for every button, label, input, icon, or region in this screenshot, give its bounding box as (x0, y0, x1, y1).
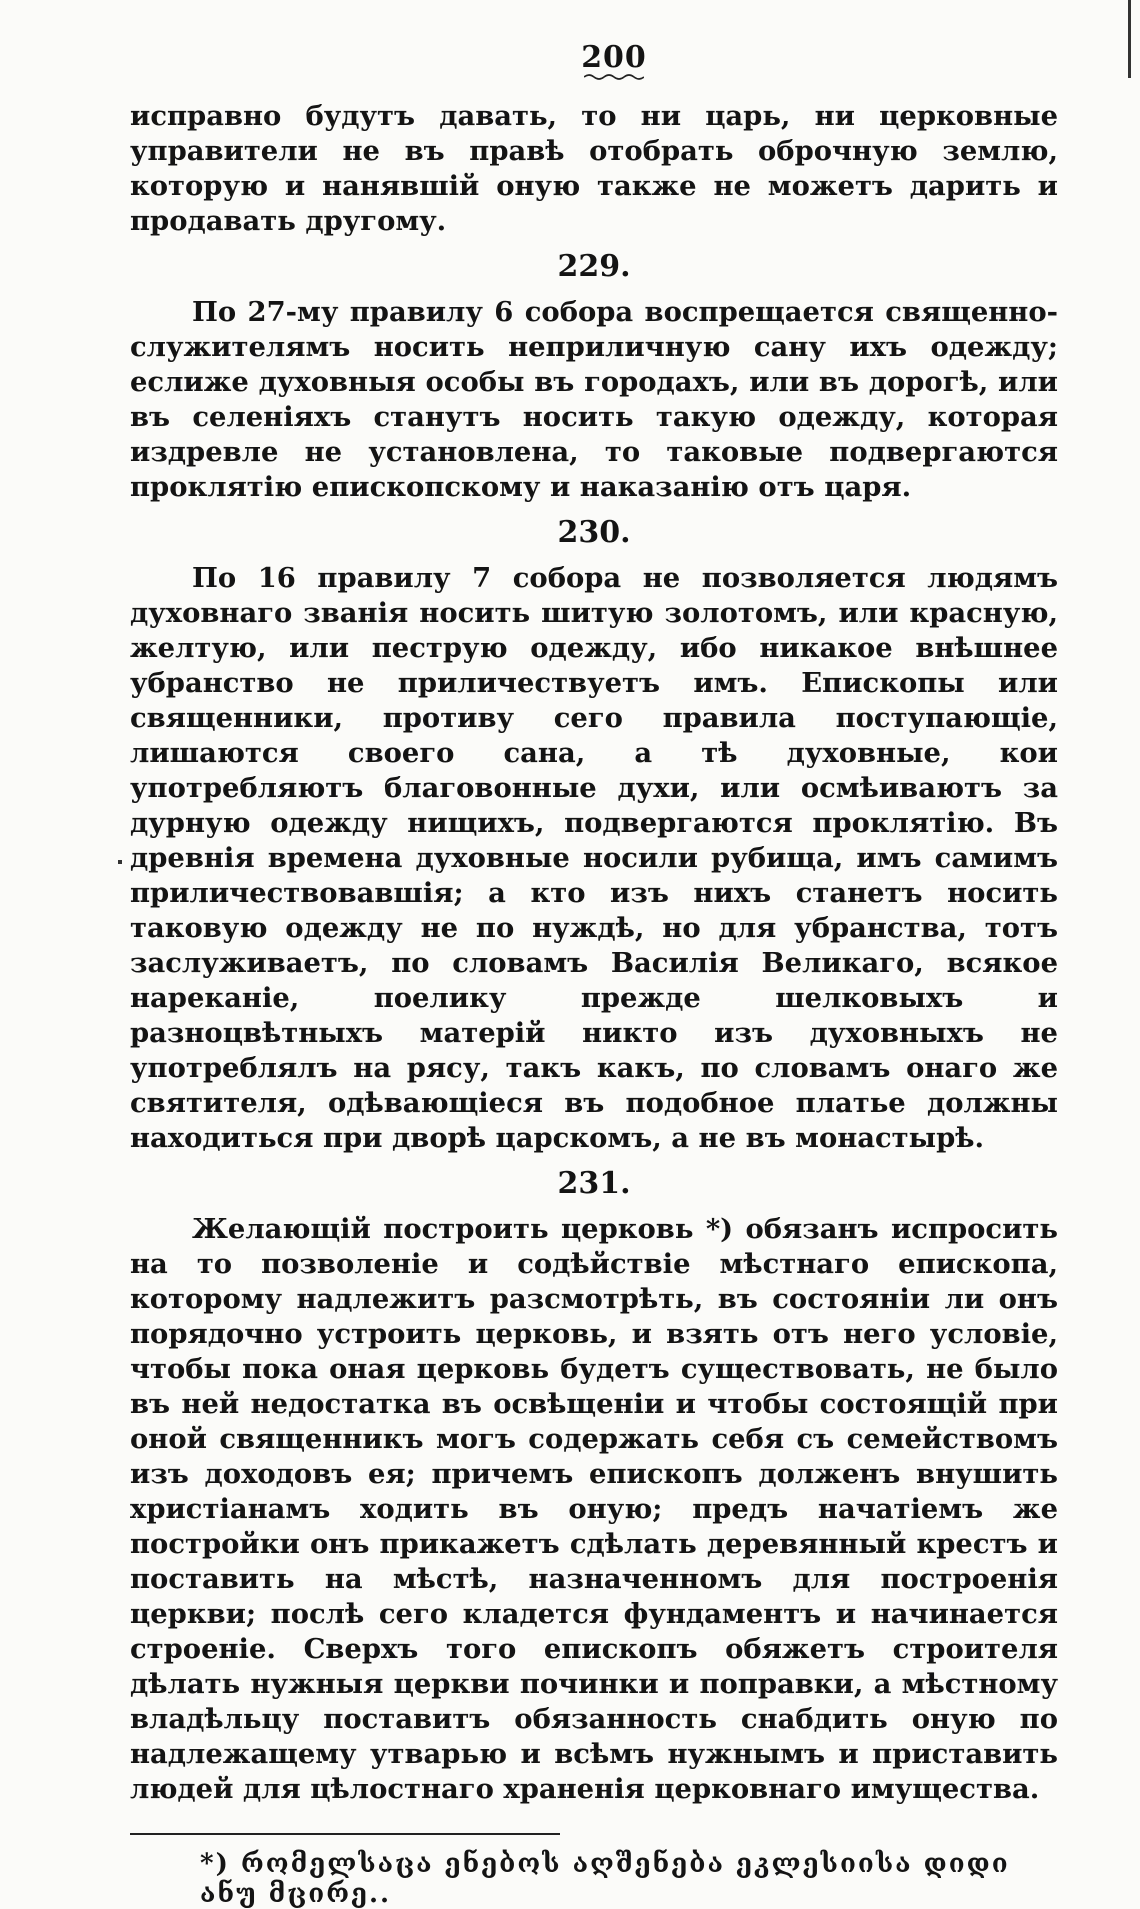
footnote-divider (130, 1833, 560, 1835)
paragraph-231: Желающій построить церковь *) обязанъ испросить на то позволеніе и содѣйствіе мѣстнаго епископа, которому надлежитъ разсмотрѣть, въ состояніи ли онъ порядочно устроить церковь, и взять отъ него условіе, чтобы пока оная церковь будетъ существовать, не было въ ней недостатка въ освѣщеніи и чтобы состоящій при оной священникъ могъ содержать себя съ семействомъ изъ доходовъ ея; причемъ епископъ долженъ внушить христіанамъ ходить въ оную; предъ начатіемъ же постройки онъ прикажетъ сдѣлать деревянный крестъ и поставить на мѣстѣ, назначенномъ для построенія церкви; послѣ сего кладется фундаментъ и начинается строеніе. Сверхъ того епископъ обяжетъ строителя дѣлать нужныя церкви починки и поправки, а мѣстному владѣльцу поставитъ обязанность снабдить оную по надлежащему утварью и всѣмъ нужнымъ и приставить людей для цѣлостнаго храненія церковнаго имущества. (130, 1213, 1058, 1805)
margin-mark-top (1128, 0, 1131, 78)
section-number-231: 231. (557, 1166, 631, 1201)
page-number (170, 40, 1058, 81)
paragraph-continuation: исправно будутъ давать, то ни царь, ни церковные управители не въ правѣ отобрать оброчную землю, которую и нанявшій оную также не можетъ дарить и продавать другому. (130, 100, 1058, 237)
footnote (200, 1849, 1058, 1909)
page-number-text: 200 (581, 40, 647, 75)
margin-mark-left-dot (118, 860, 122, 864)
paragraph-230: По 16 правилу 7 собора не позволяется людямъ духовнаго званія носить шитую золотомъ, или красную, желтую, или пеструю одежду, ибо никакое внѣшнее убранство не приличествуетъ имъ. Епископы или священники, противу сего правила поступающіе, лишаются своего сана, а тѣ духовные, кои употребляютъ благовонные духи, или осмѣиваютъ за дурную одежду нищихъ, подвергаются проклятію. Въ древнія времена духовные носили рубища, имъ самимъ приличествовавшія; а кто изъ нихъ станетъ носить таковую одежду не по нуждѣ, но для убранства, тотъ заслуживаетъ, по словамъ Василія Великаго, всякое нареканіе, поелику прежде шелковыхъ и разноцвѣтныхъ матерій никто изъ духовныхъ не употреблялъ на рясу, такъ какъ, по словамъ онаго же святителя, одѣвающіеся въ подобное платье должны находиться при дворѣ царскомъ, а не въ монастырѣ. (130, 562, 1058, 1154)
document-page (130, 40, 1058, 1909)
footnote-marker: *) (200, 1849, 230, 1879)
section-number-230: 230. (557, 515, 631, 550)
footnote-text: რომელსაცა ენებოს აღშენება ეკლესიისა დიდი ანუ მცირე.. (200, 1849, 1010, 1909)
section-number-229: 229. (557, 249, 631, 284)
paragraph-229: По 27-му правилу 6 собора воспрещается священно-служителямъ носить неприличную сану ихъ одежду; еслиже духовныя особы въ городахъ, или въ дорогѣ, или въ селеніяхъ станутъ носить такую одежду, которая издревле не установлена, то таковые подвергаются проклятію епископскому и наказанію отъ царя. (130, 296, 1058, 503)
